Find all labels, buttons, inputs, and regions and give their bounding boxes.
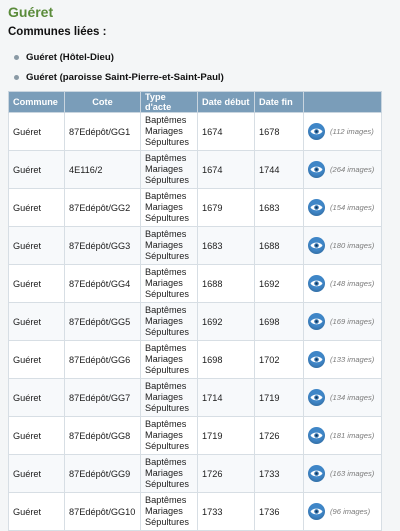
cell-view [304, 151, 382, 189]
cell-date-debut: 1683 [198, 227, 255, 265]
cell-type [141, 303, 198, 341]
cell-commune: Guéret [9, 113, 65, 151]
cell-date-fin: 1692 [255, 265, 304, 303]
act-type: Baptêmes [145, 495, 187, 505]
registers-table-container [8, 91, 382, 531]
cell-view [304, 455, 382, 493]
cell-date-fin: 1719 [255, 379, 304, 417]
cell-type [141, 227, 198, 265]
cell-type [141, 189, 198, 227]
column-header-type: Type d'acte [141, 92, 198, 113]
table-row [9, 265, 382, 303]
cell-view [304, 189, 382, 227]
cell-date-debut: 1733 [198, 493, 255, 531]
cell-view [304, 303, 382, 341]
cell-date-debut: 1719 [198, 417, 255, 455]
act-type: Sépultures [145, 137, 189, 147]
image-count: (133 images) [330, 355, 375, 364]
cell-type [141, 379, 198, 417]
act-type: Mariages [145, 316, 183, 326]
image-count: (134 images) [330, 393, 375, 402]
act-type: Mariages [145, 202, 183, 212]
act-type: Mariages [145, 354, 183, 364]
column-header-date-debut: Date début [198, 92, 255, 113]
act-type: Sépultures [145, 479, 189, 489]
cell-type [141, 493, 198, 531]
cell-date-debut: 1726 [198, 455, 255, 493]
cell-type [141, 341, 198, 379]
cell-view [304, 379, 382, 417]
cell-commune: Guéret [9, 341, 65, 379]
cell-commune: Guéret [9, 151, 65, 189]
table-row [9, 455, 382, 493]
act-type: Baptêmes [145, 419, 187, 429]
act-type: Baptêmes [145, 343, 187, 353]
cell-commune: Guéret [9, 265, 65, 303]
cell-date-fin: 1733 [255, 455, 304, 493]
table-body [9, 113, 382, 531]
act-type: Mariages [145, 240, 183, 250]
cell-date-fin: 1698 [255, 303, 304, 341]
cell-cote: 87Edépôt/GG8 [65, 417, 141, 455]
cell-date-debut: 1674 [198, 113, 255, 151]
column-header-commune: Commune [9, 92, 65, 113]
cell-cote: 87Edépôt/GG10 [65, 493, 141, 531]
act-type: Sépultures [145, 441, 189, 451]
act-type: Mariages [145, 392, 183, 402]
act-type: Baptêmes [145, 305, 187, 315]
column-header-view [304, 92, 382, 113]
cell-date-fin: 1744 [255, 151, 304, 189]
cell-cote: 87Edépôt/GG4 [65, 265, 141, 303]
cell-view [304, 341, 382, 379]
eye-icon[interactable] [308, 427, 325, 444]
act-type: Baptêmes [145, 153, 187, 163]
linked-communes-heading: Communes liées : [8, 26, 107, 38]
cell-date-fin: 1688 [255, 227, 304, 265]
registers-table [8, 91, 382, 531]
cell-date-fin: 1726 [255, 417, 304, 455]
act-type: Mariages [145, 164, 183, 174]
linked-commune-item[interactable] [12, 47, 224, 67]
cell-type [141, 265, 198, 303]
column-header-cote: Cote [65, 92, 141, 113]
cell-cote: 87Edépôt/GG3 [65, 227, 141, 265]
image-count: (169 images) [330, 317, 375, 326]
table-row [9, 417, 382, 455]
eye-icon[interactable] [308, 237, 325, 254]
eye-icon[interactable] [308, 275, 325, 292]
cell-date-fin: 1702 [255, 341, 304, 379]
cell-view [304, 493, 382, 531]
cell-type [141, 455, 198, 493]
linked-commune-item[interactable] [12, 67, 224, 87]
cell-date-fin: 1736 [255, 493, 304, 531]
act-type: Sépultures [145, 251, 189, 261]
cell-commune: Guéret [9, 417, 65, 455]
eye-icon[interactable] [308, 313, 325, 330]
act-type: Sépultures [145, 365, 189, 375]
act-type: Mariages [145, 278, 183, 288]
cell-commune: Guéret [9, 379, 65, 417]
cell-cote: 4E116/2 [65, 151, 141, 189]
act-type: Sépultures [145, 289, 189, 299]
cell-cote: 87Edépôt/GG7 [65, 379, 141, 417]
linked-communes-list [12, 47, 224, 87]
image-count: (181 images) [330, 431, 375, 440]
table-row [9, 189, 382, 227]
bullet-icon [14, 75, 19, 80]
act-type: Baptêmes [145, 229, 187, 239]
eye-icon[interactable] [308, 199, 325, 216]
eye-icon[interactable] [308, 503, 325, 520]
cell-date-debut: 1674 [198, 151, 255, 189]
eye-icon[interactable] [308, 161, 325, 178]
cell-commune: Guéret [9, 455, 65, 493]
act-type: Baptêmes [145, 115, 187, 125]
act-type: Sépultures [145, 517, 189, 527]
image-count: (96 images) [330, 507, 371, 516]
act-type: Baptêmes [145, 191, 187, 201]
cell-date-debut: 1679 [198, 189, 255, 227]
act-type: Mariages [145, 506, 183, 516]
act-type: Baptêmes [145, 381, 187, 391]
cell-commune: Guéret [9, 493, 65, 531]
act-type: Baptêmes [145, 457, 187, 467]
table-row [9, 341, 382, 379]
act-type: Sépultures [145, 403, 189, 413]
act-type: Sépultures [145, 327, 189, 337]
cell-view [304, 265, 382, 303]
cell-type [141, 417, 198, 455]
cell-date-fin: 1683 [255, 189, 304, 227]
cell-commune: Guéret [9, 227, 65, 265]
act-type: Baptêmes [145, 267, 187, 277]
cell-cote: 87Edépôt/GG1 [65, 113, 141, 151]
linked-commune-label[interactable]: Guéret (paroisse Saint-Pierre-et-Saint-Paul) [26, 71, 224, 83]
cell-cote: 87Edépôt/GG9 [65, 455, 141, 493]
eye-icon[interactable] [308, 123, 325, 140]
image-count: (148 images) [330, 279, 375, 288]
cell-cote: 87Edépôt/GG5 [65, 303, 141, 341]
cell-date-debut: 1692 [198, 303, 255, 341]
cell-type [141, 151, 198, 189]
image-count: (180 images) [330, 241, 375, 250]
cell-cote: 87Edépôt/GG2 [65, 189, 141, 227]
eye-icon[interactable] [308, 351, 325, 368]
linked-commune-label[interactable]: Guéret (Hôtel-Dieu) [26, 51, 114, 63]
cell-cote: 87Edépôt/GG6 [65, 341, 141, 379]
cell-view [304, 227, 382, 265]
table-header-row [9, 92, 382, 113]
column-header-date-fin: Date fin [255, 92, 304, 113]
act-type: Mariages [145, 126, 183, 136]
image-count: (112 images) [330, 127, 374, 136]
act-type: Sépultures [145, 213, 189, 223]
cell-date-fin: 1678 [255, 113, 304, 151]
cell-type [141, 113, 198, 151]
cell-date-debut: 1698 [198, 341, 255, 379]
table-row [9, 493, 382, 531]
eye-icon[interactable] [308, 389, 325, 406]
image-count: (154 images) [330, 203, 375, 212]
table-row [9, 303, 382, 341]
table-row [9, 113, 382, 151]
bullet-icon [14, 55, 19, 60]
cell-date-debut: 1688 [198, 265, 255, 303]
image-count: (264 images) [330, 165, 375, 174]
cell-view [304, 417, 382, 455]
eye-icon[interactable] [308, 465, 325, 482]
cell-commune: Guéret [9, 303, 65, 341]
cell-view [304, 113, 382, 151]
act-type: Mariages [145, 430, 183, 440]
act-type: Mariages [145, 468, 183, 478]
table-row [9, 151, 382, 189]
table-row [9, 227, 382, 265]
act-type: Sépultures [145, 175, 189, 185]
cell-date-debut: 1714 [198, 379, 255, 417]
cell-commune: Guéret [9, 189, 65, 227]
page-title: Guéret [8, 4, 54, 20]
image-count: (163 images) [330, 469, 375, 478]
table-row [9, 379, 382, 417]
